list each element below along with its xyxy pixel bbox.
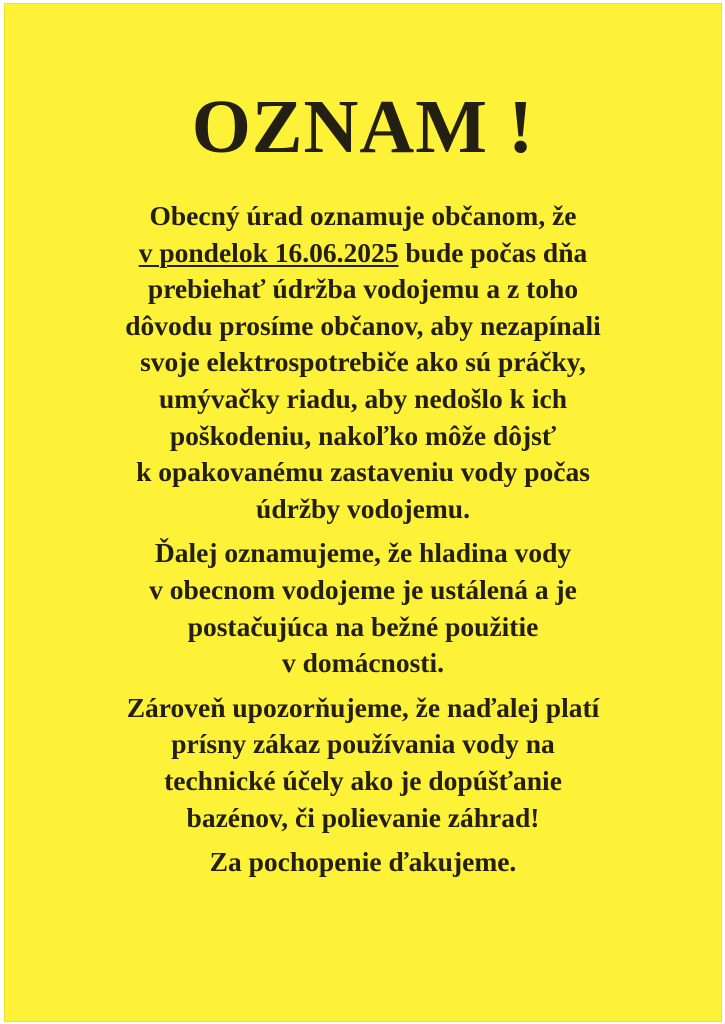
paragraph-line: technické účely ako je dopúšťanie xyxy=(164,764,562,796)
paragraph-line: umývačky riadu, aby nedošlo k ich xyxy=(158,382,567,414)
closing-thanks xyxy=(4,844,722,881)
paragraph-line: údržby vodojemu. xyxy=(256,492,470,524)
paragraph-line: k opakovanému zastaveniu vody počas xyxy=(136,456,590,488)
paragraph-line-rest: bude počas dňa xyxy=(398,236,588,268)
paragraph-line-date xyxy=(4,235,722,272)
paragraph-line: prebiehať údržba vodojemu a z toho xyxy=(147,273,579,305)
notice-body xyxy=(4,198,722,881)
paragraph-line: v domácnosti. xyxy=(282,647,444,679)
paragraph-water-level xyxy=(4,535,722,681)
paragraph-line: postačujúca na bežné použitie xyxy=(187,610,539,642)
paragraph-line: poškodeniu, nakoľko môže dôjsť xyxy=(169,419,557,451)
paragraph-line: Ďalej oznamujeme, že hladina vody xyxy=(154,537,572,569)
paragraph-maintenance xyxy=(4,198,722,527)
notice-sheet xyxy=(4,3,722,1022)
paragraph-water-ban xyxy=(4,690,722,836)
paragraph-line: prísny zákaz používania vody na xyxy=(171,728,555,760)
paragraph-line: svoje elektrospotrebiče ako sú práčky, xyxy=(140,346,586,378)
paragraph-line: Obecný úrad oznamuje občanom, že xyxy=(149,200,577,231)
notice-title: OZNAM ! xyxy=(191,85,535,169)
paragraph-line: Zároveň upozorňujeme, že naďalej platí xyxy=(126,691,600,723)
paragraph-line: v obecnom vodojeme je ustálená a je xyxy=(149,573,577,605)
closing-line: Za pochopenie ďakujeme. xyxy=(209,846,517,878)
maintenance-date: v pondelok 16.06.2025 xyxy=(138,236,399,268)
paragraph-line: dôvodu prosíme občanov, aby nezapínali xyxy=(125,309,601,341)
paragraph-line: bazénov, či polievanie záhrad! xyxy=(186,801,540,833)
